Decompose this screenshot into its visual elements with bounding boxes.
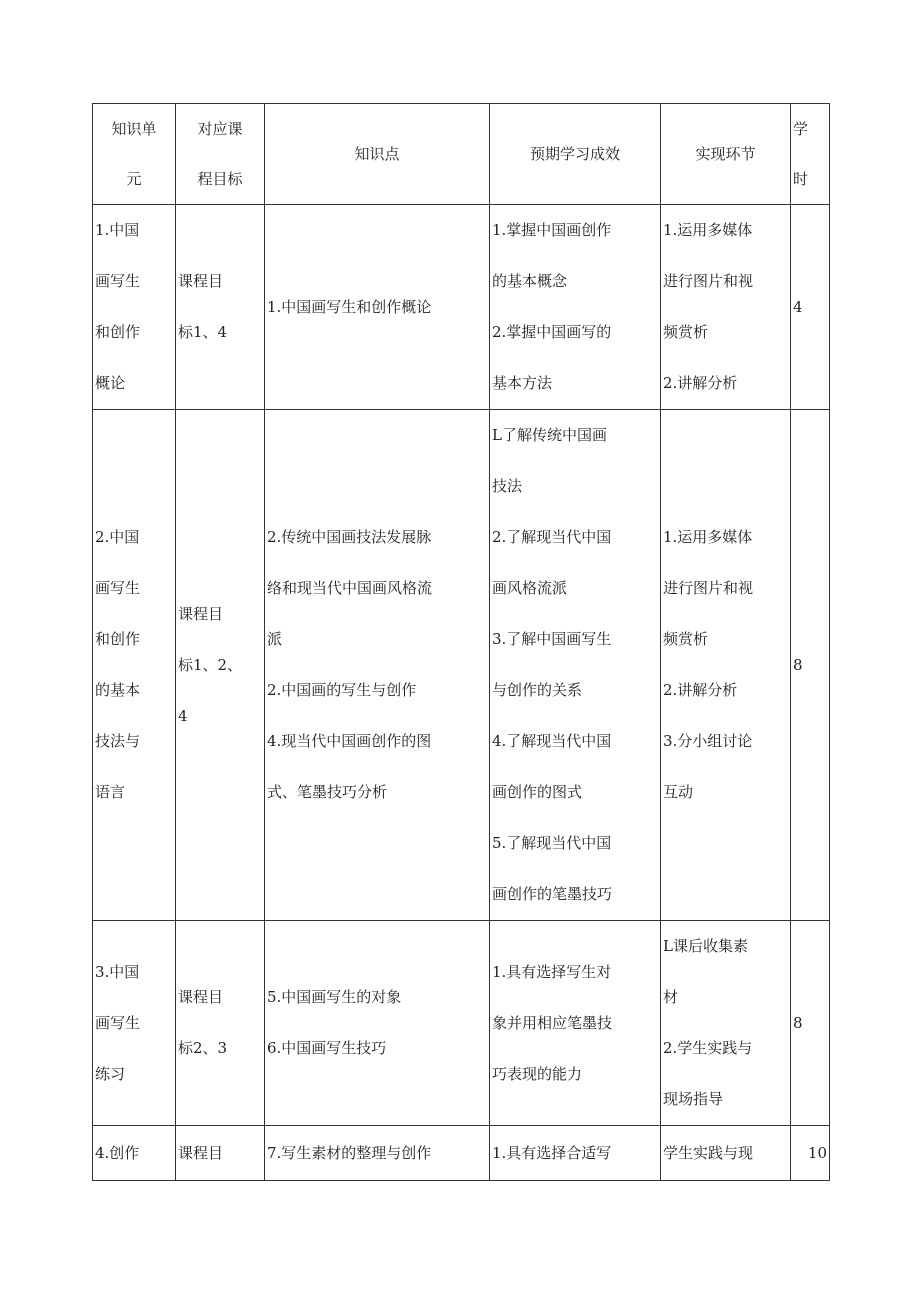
knowledge-cell: 2.传统中国画技法发展脉 络和现当代中国画风格流 派 2.中国画的写生与创作 4.现当代中国画创作的图 式、笔墨技巧分析 bbox=[265, 410, 490, 921]
activities-cell: 1.运用多媒体 进行图片和视 频赏析 2.讲解分析 bbox=[661, 205, 791, 410]
course-table bbox=[92, 103, 830, 1181]
objectives-cell: 课程目 标1、2、 4 bbox=[176, 410, 265, 921]
activities-cell: 学生实践与现 bbox=[661, 1126, 791, 1181]
activities-cell: L课后收集素 材 2.学生实践与 现场指导 bbox=[661, 921, 791, 1126]
header-objectives: 对应课 程目标 bbox=[176, 104, 265, 205]
table-row bbox=[93, 921, 830, 1126]
outcomes-cell: L了解传统中国画 技法 2.了解现当代中国 画风格流派 3.了解中国画写生 与创作的关系 4.了解现当代中国 画创作的图式 5.了解现当代中国 画创作的笔墨技巧 bbox=[490, 410, 661, 921]
outcomes-cell: 1.具有选择合适写 bbox=[490, 1126, 661, 1181]
outcomes-cell: 1.掌握中国画创作 的基本概念 2.掌握中国画写的 基本方法 bbox=[490, 205, 661, 410]
outcomes-cell: 1.具有选择写生对 象并用相应笔墨技 巧表现的能力 bbox=[490, 921, 661, 1126]
unit-cell: 1.中国 画写生 和创作 概论 bbox=[93, 205, 176, 410]
hours-cell: 10 bbox=[791, 1126, 830, 1181]
table-row bbox=[93, 1126, 830, 1181]
objectives-cell: 课程目 bbox=[176, 1126, 265, 1181]
header-outcomes: 预期学习成效 bbox=[490, 104, 661, 205]
header-activities: 实现环节 bbox=[661, 104, 791, 205]
unit-cell: 3.中国 画写生 练习 bbox=[93, 921, 176, 1126]
knowledge-cell: 1.中国画写生和创作概论 bbox=[265, 205, 490, 410]
objectives-cell: 课程目 标1、4 bbox=[176, 205, 265, 410]
unit-cell: 2.中国 画写生 和创作 的基本 技法与 语言 bbox=[93, 410, 176, 921]
header-unit: 知识单 元 bbox=[93, 104, 176, 205]
table-row bbox=[93, 205, 830, 410]
objectives-cell: 课程目 标2、3 bbox=[176, 921, 265, 1126]
table-row bbox=[93, 410, 830, 921]
knowledge-cell: 7.写生素材的整理与创作 bbox=[265, 1126, 490, 1181]
hours-cell: 8 bbox=[791, 410, 830, 921]
activities-cell: 1.运用多媒体 进行图片和视 频赏析 2.讲解分析 3.分小组讨论 互动 bbox=[661, 410, 791, 921]
hours-cell: 8 bbox=[791, 921, 830, 1126]
header-row bbox=[93, 104, 830, 205]
knowledge-cell: 5.中国画写生的对象 6.中国画写生技巧 bbox=[265, 921, 490, 1126]
header-hours: 学 时 bbox=[791, 104, 830, 205]
header-knowledge: 知识点 bbox=[265, 104, 490, 205]
hours-cell: 4 bbox=[791, 205, 830, 410]
unit-cell: 4.创作 bbox=[93, 1126, 176, 1181]
